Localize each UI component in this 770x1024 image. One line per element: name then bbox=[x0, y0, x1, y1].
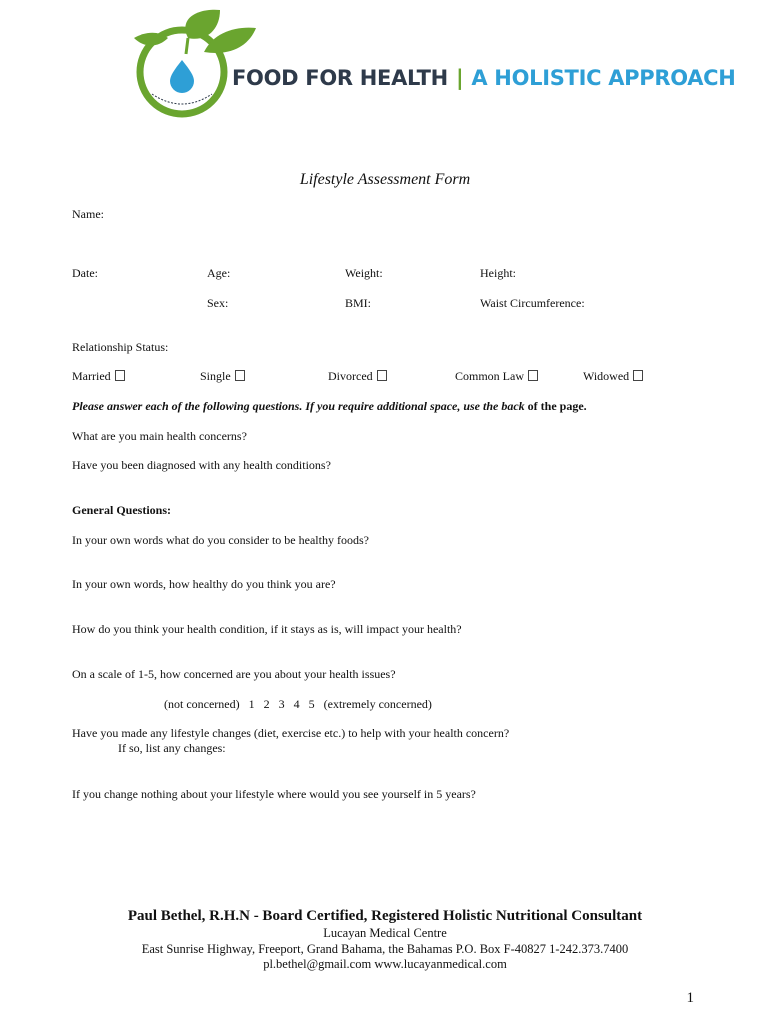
sex-label: Sex: bbox=[207, 296, 229, 310]
leaf-logo-icon bbox=[185, 10, 220, 39]
name-label: Name: bbox=[72, 207, 104, 221]
checkbox-icon[interactable] bbox=[633, 370, 643, 381]
question-five-years: If you change nothing about your lifestyle where would you see yourself in 5 years? bbox=[72, 787, 476, 801]
brand-right: A HOLISTIC APPROACH bbox=[471, 66, 736, 90]
general-questions-heading: General Questions: bbox=[72, 503, 171, 517]
bmi-label: BMI: bbox=[345, 296, 372, 310]
option-widowed-label: Widowed bbox=[583, 369, 630, 383]
option-divorced[interactable] bbox=[328, 369, 387, 384]
question-diagnosed: Have you been diagnosed with any health conditions? bbox=[72, 458, 331, 472]
food-for-health-logo bbox=[128, 8, 608, 118]
question-changes: Have you made any lifestyle changes (diet, exercise etc.) to help with your health concern? bbox=[72, 726, 510, 740]
option-widowed[interactable] bbox=[583, 369, 643, 384]
footer-consultant: Paul Bethel, R.H.N - Board Certified, Registered Holistic Nutritional Consultant bbox=[127, 908, 643, 924]
height-label: Height: bbox=[480, 266, 516, 280]
checkbox-icon[interactable] bbox=[115, 370, 125, 381]
form-title: Lifestyle Assessment Form bbox=[299, 171, 471, 188]
option-common-law-label: Common Law bbox=[455, 369, 524, 383]
question-healthy-foods: In your own words what do you consider to be healthy foods? bbox=[72, 533, 369, 547]
footer-centre: Lucayan Medical Centre bbox=[323, 926, 447, 940]
question-main-concerns: What are you main health concerns? bbox=[72, 429, 247, 443]
option-common-law[interactable] bbox=[455, 369, 538, 384]
instructions bbox=[72, 399, 587, 414]
waist-label: Waist Circumference: bbox=[480, 296, 585, 310]
checkbox-icon[interactable] bbox=[235, 370, 245, 381]
question-scale: On a scale of 1-5, how concerned are you about your health issues? bbox=[72, 667, 396, 681]
question-impact: How do you think your health condition, if it stays as is, will impact your health? bbox=[72, 622, 462, 636]
footer-address: East Sunrise Highway, Freeport, Grand Bahama, the Bahamas P.O. Box F-40827 1-242.373.7400 bbox=[141, 942, 629, 956]
weight-label: Weight: bbox=[345, 266, 383, 280]
checkbox-icon[interactable] bbox=[377, 370, 387, 381]
option-single-label: Single bbox=[200, 369, 231, 383]
age-label: Age: bbox=[207, 266, 231, 280]
scale-line: (not concerned) 1 2 3 4 5 (extremely concerned) bbox=[164, 697, 432, 711]
footer-contact: pl.bethel@gmail.com www.lucayanmedical.com bbox=[263, 957, 507, 971]
brand-wordmark bbox=[232, 66, 736, 90]
brand-left: FOOD FOR HEALTH bbox=[232, 66, 448, 90]
page-number: 1 bbox=[686, 990, 694, 1006]
option-married-label: Married bbox=[72, 369, 111, 383]
question-changes-sub: If so, list any changes: bbox=[118, 741, 226, 755]
instructions-italic: Please answer each of the following questions. If you require additional space, use the back bbox=[72, 399, 525, 413]
option-divorced-label: Divorced bbox=[328, 369, 373, 383]
option-married[interactable] bbox=[72, 369, 125, 384]
option-single[interactable] bbox=[200, 369, 245, 384]
question-how-healthy: In your own words, how healthy do you think you are? bbox=[72, 577, 336, 591]
instructions-rest: of the page. bbox=[524, 399, 587, 413]
brand-separator: | bbox=[455, 66, 464, 90]
checkbox-icon[interactable] bbox=[528, 370, 538, 381]
relationship-label: Relationship Status: bbox=[72, 340, 169, 354]
date-label: Date: bbox=[72, 266, 98, 280]
